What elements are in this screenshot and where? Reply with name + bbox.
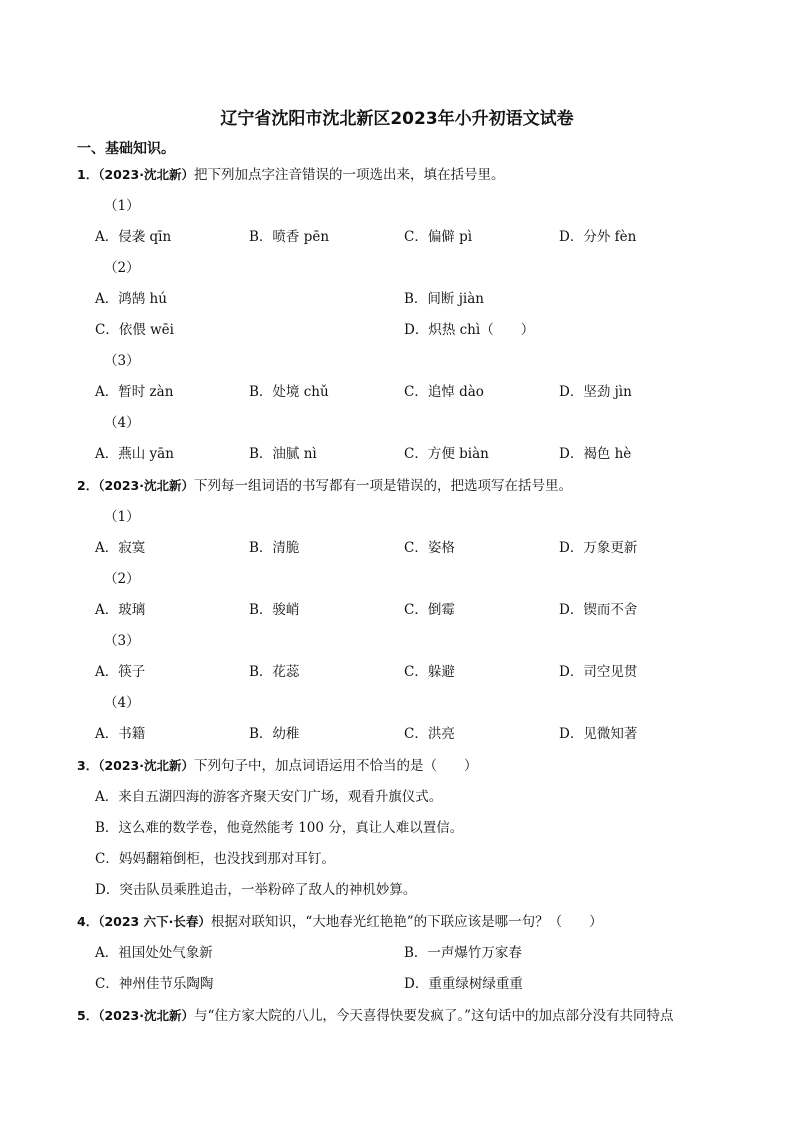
question-text: 把下列加点字注音错误的一项选出来，填在括号里。 — [194, 167, 505, 183]
question-number: 1． — [77, 167, 99, 182]
option-b: B．骏峭 — [249, 602, 300, 618]
question-text: 下列句子中，加点词语运用不恰当的是（ ） — [194, 758, 478, 774]
option-c: C．洪亮 — [404, 726, 455, 742]
option-c: C．神州佳节乐陶陶 — [95, 976, 214, 992]
option-b: B．间断 jiàn — [404, 291, 484, 307]
question-number: 5． — [77, 1008, 99, 1023]
option-c: C．依偎 wēi — [95, 322, 174, 338]
question-source: （2023·沈北新） — [98, 1008, 194, 1023]
option-b: B．花蕊 — [249, 664, 300, 680]
option-b: B．喷香 pēn — [249, 229, 330, 245]
question-source: （2023·沈北新） — [98, 758, 194, 773]
option-a: A．鸿鹄 hú — [95, 291, 167, 307]
question-5 — [77, 1006, 674, 1026]
option-d: D．重重绿树绿重重 — [404, 976, 523, 992]
option-d: D．锲而不舍 — [559, 602, 638, 618]
question-text: 与“住方家大院的八儿，今天喜得快要发疯了。”这句话中的加点部分没有共同特点 — [194, 1008, 674, 1024]
subquestion-label: （2） — [104, 260, 140, 276]
question-source: （2023·沈北新） — [98, 167, 194, 182]
question-3 — [77, 756, 478, 776]
subquestion-label: （1） — [104, 509, 140, 525]
option-d: D．见微知著 — [559, 726, 638, 742]
option-d: D．分外 fèn — [559, 229, 637, 245]
question-source: （2023 六下·长春） — [98, 914, 211, 929]
subquestion-label: （1） — [104, 198, 140, 214]
option-c: C．倒霉 — [404, 602, 455, 618]
option-b: B．油腻 nì — [249, 446, 317, 462]
option-b: B．清脆 — [249, 540, 300, 556]
option-a: A．书籍 — [95, 726, 146, 742]
question-text: 下列每一组词语的书写都有一项是错误的，把选项写在括号里。 — [194, 478, 572, 494]
question-number: 4． — [77, 914, 99, 929]
question-source: （2023·沈北新） — [98, 478, 194, 493]
option-c: C．妈妈翻箱倒柜，也没找到那对耳钉。 — [95, 851, 335, 867]
question-text: 根据对联知识，“大地春光红艳艳”的下联应该是哪一句？（ ） — [210, 914, 603, 930]
subquestion-label: （4） — [104, 415, 140, 431]
option-a: A．寂寞 — [95, 540, 146, 556]
option-c: C．姿格 — [404, 540, 455, 556]
option-a: A．来自五湖四海的游客齐聚天安门广场，观看升旗仪式。 — [95, 789, 443, 805]
subquestion-label: （3） — [104, 633, 140, 649]
subquestion-label: （4） — [104, 695, 140, 711]
option-b: B．处境 chǔ — [249, 384, 329, 400]
question-number: 2． — [77, 478, 99, 493]
option-a: A．筷子 — [95, 664, 146, 680]
option-d: D．褐色 hè — [559, 446, 632, 462]
question-1 — [77, 165, 505, 185]
option-a: A．侵袭 qīn — [95, 229, 172, 245]
option-b: B．一声爆竹万家春 — [404, 945, 522, 961]
option-c: C．方便 biàn — [404, 446, 489, 462]
question-4 — [77, 912, 603, 932]
question-2 — [77, 476, 572, 496]
option-a: A．祖国处处气象新 — [95, 945, 213, 961]
option-d: D．司空见贯 — [559, 664, 638, 680]
option-a: A．燕山 yān — [95, 446, 174, 462]
section-heading: 一、基础知识。 — [77, 141, 175, 157]
option-d: D．炽热 chì（ ） — [404, 322, 535, 338]
option-c: C．躲避 — [404, 664, 455, 680]
subquestion-label: （3） — [104, 353, 140, 369]
option-d: D．突击队员乘胜追击，一举粉碎了敌人的神机妙算。 — [95, 882, 417, 898]
option-c: C．偏僻 pì — [404, 229, 473, 245]
option-b: B．这么难的数学卷，他竟然能考 100 分，真让人难以置信。 — [95, 820, 464, 836]
option-d: D．万象更新 — [559, 540, 638, 556]
option-a: A．暂时 zàn — [95, 384, 174, 400]
option-d: D．坚劲 jìn — [559, 384, 632, 400]
option-c: C．追悼 dào — [404, 384, 484, 400]
subquestion-label: （2） — [104, 571, 140, 587]
question-number: 3． — [77, 758, 99, 773]
option-b: B．幼稚 — [249, 726, 300, 742]
page-title: 辽宁省沈阳市沈北新区2023年小升初语文试卷 — [220, 109, 574, 129]
option-a: A．玻璃 — [95, 602, 146, 618]
